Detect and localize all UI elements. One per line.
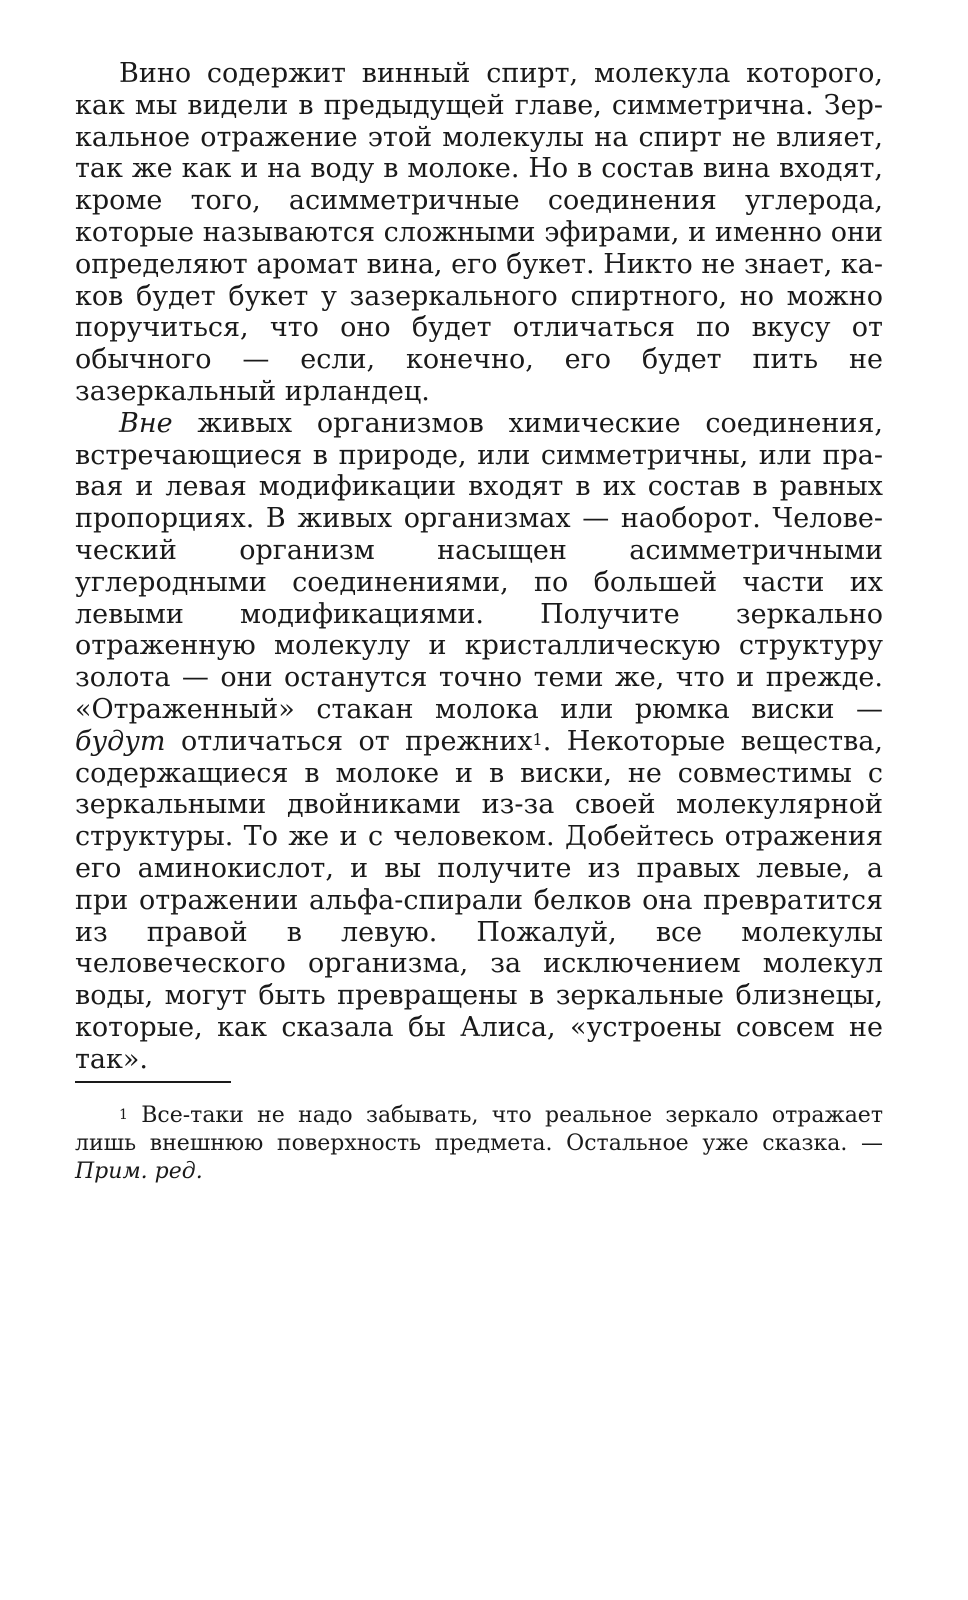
paragraph-2 bbox=[75, 408, 883, 1076]
footnote-mark: 1 bbox=[119, 1107, 128, 1123]
paragraph-2-lead-italic: Вне bbox=[119, 407, 173, 439]
footnote-divider bbox=[75, 1081, 231, 1083]
page-body bbox=[75, 58, 883, 1076]
footnote-reference[interactable]: 1 bbox=[532, 729, 543, 749]
paragraph-2-text-part1: живых организмов химические соединения, встречающиеся в природе, или симметричны, или правая и левая модификации входят в их состав в равных пропорциях. В живых организмах — наоборот. Человеческий организм насыщен асимметричными углеродными соединениями, по большей части их левыми модификациями. Получите зеркально отраженную молекулу и кристаллическую структуру золота — они останутся точно теми же, что и прежде. «Отраженный» стакан молока или рюмка виски — bbox=[75, 407, 883, 725]
paragraph-2-text-part3: . Некоторые вещества, содержащиеся в молоке и в виски, не совместимы с зеркальными двойниками из-за своей молекулярной структуры. То же и с человеком. Добейтесь отражения его аминокислот, и вы получите из правых левые, а при отражении альфа-спирали белков она превратится из правой в левую. Пожалуй, все молекулы человеческого организма, за исключением молекул воды, могут быть превращены в зеркальные близнецы, которые, как сказала бы Алиса, «устроены совсем не так». bbox=[75, 725, 883, 1075]
footnote bbox=[75, 1102, 883, 1186]
footnote-text: Все-таки не надо забывать, что реальное зеркало отражает лишь внешнюю поверхность предмета. Остальное уже сказка. — bbox=[75, 1103, 883, 1156]
footnote-editor-note: Прим. ред. bbox=[75, 1159, 203, 1184]
paragraph-1 bbox=[75, 58, 883, 408]
paragraph-2-text-part2: отличаться от прежних bbox=[165, 725, 533, 757]
paragraph-1-text: Вино содержит винный спирт, молекула которого, как мы видели в предыдущей главе, симметрична. Зеркальное отражение этой молекулы на спирт не влияет, так же как и на воду в молоке. Но в состав вина входят, кроме того, асимметричные соединения углерода, которые называются сложными эфирами, и именно они определяют аромат вина, его букет. Никто не знает, каков будет букет у зазеркального спиртного, но можно поручиться, что оно будет отличаться по вкусу от обычного — если, конечно, его будет пить не зазеркальный ирландец. bbox=[75, 58, 883, 407]
paragraph-2-italic-word: будут bbox=[75, 725, 166, 757]
